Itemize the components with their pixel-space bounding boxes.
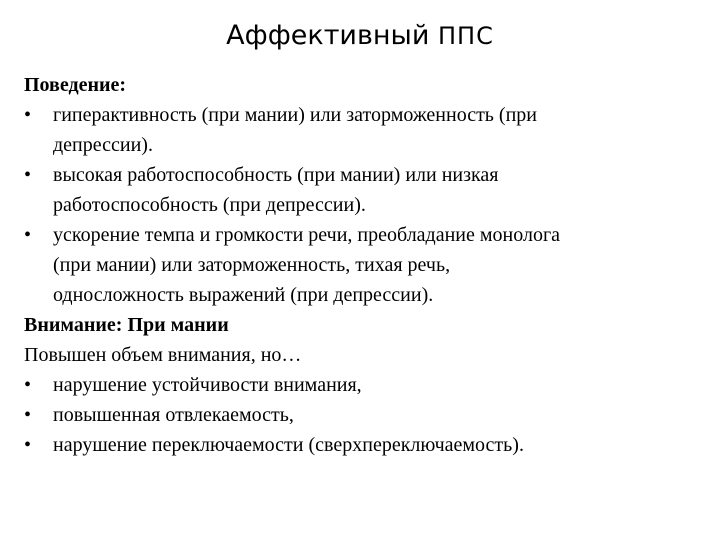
behavior-item-1-line-1: гиперактивность (при мании) или заторможенность (при — [53, 104, 537, 126]
behavior-item-2 — [24, 160, 704, 220]
behavior-item-1 — [24, 100, 704, 160]
attention-item-2-text: повышенная отвлекаемость, — [53, 404, 294, 426]
behavior-item-3-line-2: (при мании) или заторможенность, тихая речь, — [53, 254, 451, 276]
behavior-item-2-line-1: высокая работоспособность (при мании) или низкая — [53, 164, 499, 186]
bullet-icon: • — [24, 224, 32, 246]
behavior-heading: Поведение: — [24, 74, 127, 96]
behavior-item-3-line-1: ускорение темпа и громкости речи, преобладание монолога — [53, 224, 561, 246]
attention-heading: Внимание: При мании — [24, 314, 229, 336]
bullet-icon: • — [24, 404, 32, 426]
attention-item-3-text: нарушение переключаемости (сверхпереключаемость). — [53, 434, 524, 456]
attention-item-1-text: нарушение устойчивости внимания, — [53, 374, 362, 396]
behavior-item-3 — [24, 220, 704, 310]
attention-item-1 — [24, 370, 704, 400]
title-caps: ППС — [438, 22, 494, 50]
attention-item-3 — [24, 430, 704, 460]
bullet-icon: • — [24, 374, 32, 396]
attention-intro: Повышен объем внимания, но… — [24, 344, 302, 366]
slide-title — [0, 16, 720, 56]
attention-item-2 — [24, 400, 704, 430]
bullet-icon: • — [24, 164, 32, 186]
behavior-item-1-line-2: депрессии). — [53, 134, 153, 156]
title-main: Аффективный — [226, 20, 438, 51]
slide-body — [24, 70, 704, 460]
behavior-item-3-line-3: односложность выражений (при депрессии). — [53, 284, 434, 306]
bullet-icon: • — [24, 104, 32, 126]
bullet-icon: • — [24, 434, 32, 456]
behavior-item-2-line-2: работоспособность (при депрессии). — [53, 194, 366, 216]
